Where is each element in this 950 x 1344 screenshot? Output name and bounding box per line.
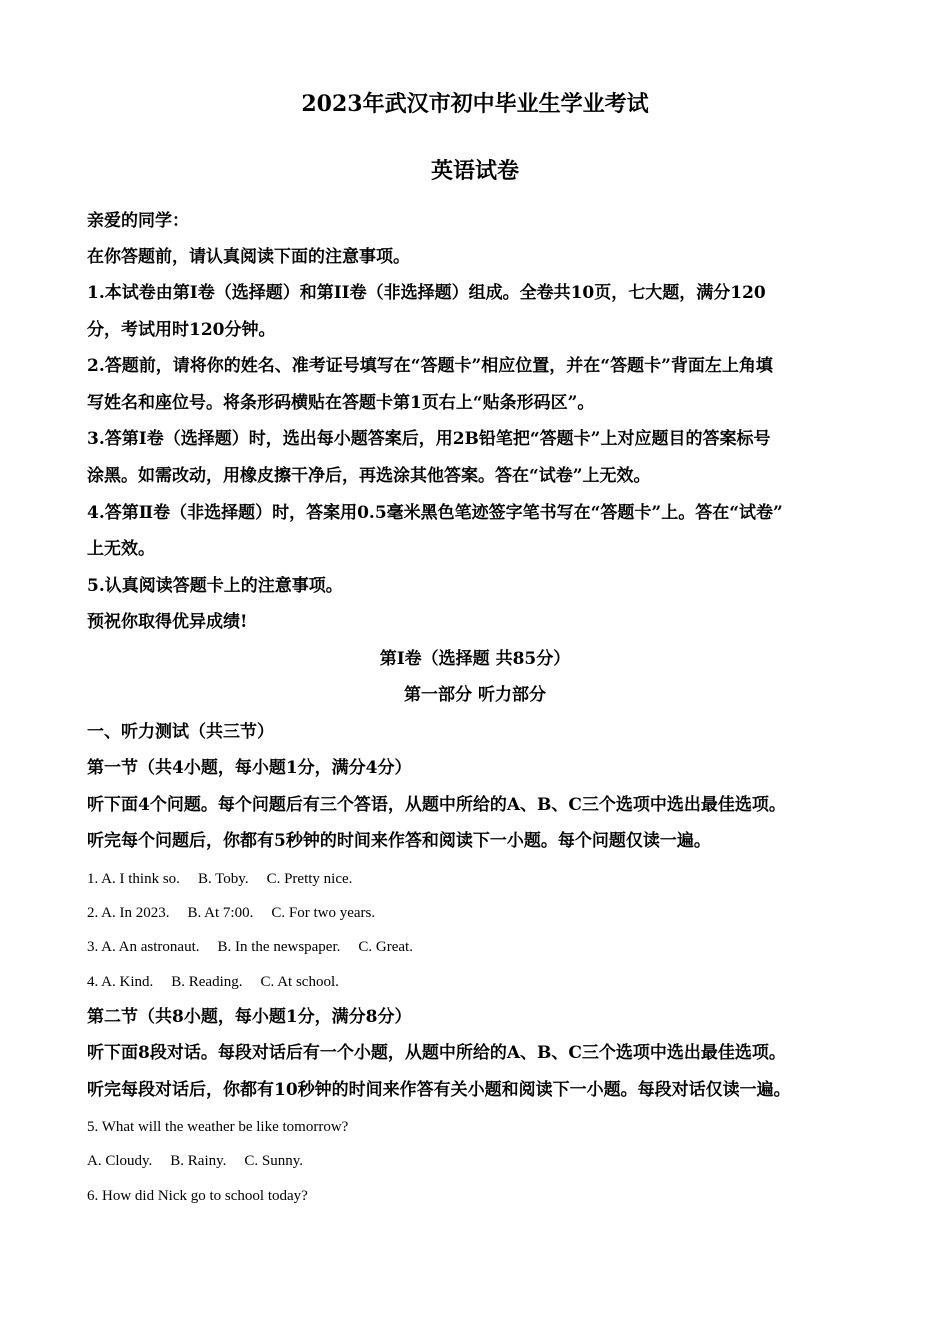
exam-title: 2023年武汉市初中毕业生学业考试 — [301, 91, 649, 117]
option: 4. A. Kind. — [87, 974, 154, 990]
option: A. Cloudy. — [87, 1153, 153, 1169]
question-5-options — [87, 1154, 321, 1169]
option: B. Toby. — [197, 871, 249, 887]
option: B. At 7:00. — [187, 905, 254, 921]
option: C. For two years. — [271, 905, 376, 921]
question-2 — [87, 906, 393, 921]
option: C. At school. — [260, 974, 339, 990]
note-line: 涂黑。如需改动，用橡皮擦干净后，再选涂其他答案。答在“试卷”上无效。 — [87, 466, 651, 486]
option: C. Great. — [358, 939, 413, 955]
option: B. Reading. — [171, 974, 243, 990]
section-heading: 一、听力测试（共三节） — [87, 722, 274, 742]
greeting: 亲爱的同学： — [87, 211, 189, 231]
note-line: 5.认真阅读答题卡上的注意事项。 — [87, 576, 343, 596]
note-line: 写姓名和座位号。将条形码横贴在答题卡第1页右上“贴条形码区”。 — [87, 393, 595, 413]
question-1 — [87, 872, 370, 887]
note-line: 4.答第Ⅱ卷（非选择题）时，答案用0.5毫米黑色笔迹签字笔书写在“答题卡”上。答在“试卷” — [87, 503, 783, 523]
note-line: 上无效。 — [87, 539, 155, 559]
question-6: 6. How did Nick go to school today? — [87, 1188, 308, 1204]
intro-text: 在你答题前，请认真阅读下面的注意事项。 — [87, 247, 410, 267]
section2-instruction: 听完每段对话后，你都有10秒钟的时间来作答有关小题和阅读下一小题。每段对话仅读一遍。 — [87, 1080, 791, 1100]
option: 2. A. In 2023. — [87, 905, 170, 921]
note-line: 3.答第Ⅰ卷（选择题）时，选出每小题答案后，用2B铅笔把“答题卡”上对应题目的答案标号 — [87, 429, 771, 449]
option: 3. A. An astronaut. — [87, 939, 200, 955]
section1-instruction: 听下面4个问题。每个问题后有三个答语，从题中所给的A、B、C三个选项中选出最佳选项。 — [87, 795, 786, 815]
option: 1. A. I think so. — [87, 871, 180, 887]
volume-title: 第Ⅰ卷（选择题 共85分） — [379, 649, 571, 669]
option: C. Sunny. — [244, 1153, 304, 1169]
section1-heading: 第一节（共4小题，每小题1分，满分4分） — [87, 758, 412, 778]
section1-instruction: 听完每个问题后，你都有5秒钟的时间来作答和阅读下一小题。每个问题仅读一遍。 — [87, 831, 711, 851]
note-line: 分，考试用时120分钟。 — [87, 320, 276, 340]
option: C. Pretty nice. — [266, 871, 353, 887]
exam-subtitle: 英语试卷 — [430, 158, 519, 184]
section2-instruction: 听下面8段对话。每段对话后有一个小题，从题中所给的A、B、C三个选项中选出最佳选项。 — [87, 1043, 786, 1063]
option: B. Rainy. — [170, 1153, 227, 1169]
note-line: 1.本试卷由第Ⅰ卷（选择题）和第II卷（非选择题）组成。全卷共10页，七大题，满分120 — [87, 283, 766, 303]
question-4 — [87, 975, 357, 990]
question-5: 5. What will the weather be like tomorrow? — [87, 1119, 349, 1135]
wish-text: 预祝你取得优异成绩! — [87, 612, 248, 632]
question-3 — [87, 940, 431, 955]
note-line: 2.答题前，请将你的姓名、准考证号填写在“答题卡”相应位置，并在“答题卡”背面左上角填 — [87, 356, 773, 376]
section2-heading: 第二节（共8小题，每小题1分，满分8分） — [87, 1007, 412, 1027]
option: B. In the newspaper. — [217, 939, 341, 955]
part-title: 第一部分 听力部分 — [404, 685, 546, 705]
